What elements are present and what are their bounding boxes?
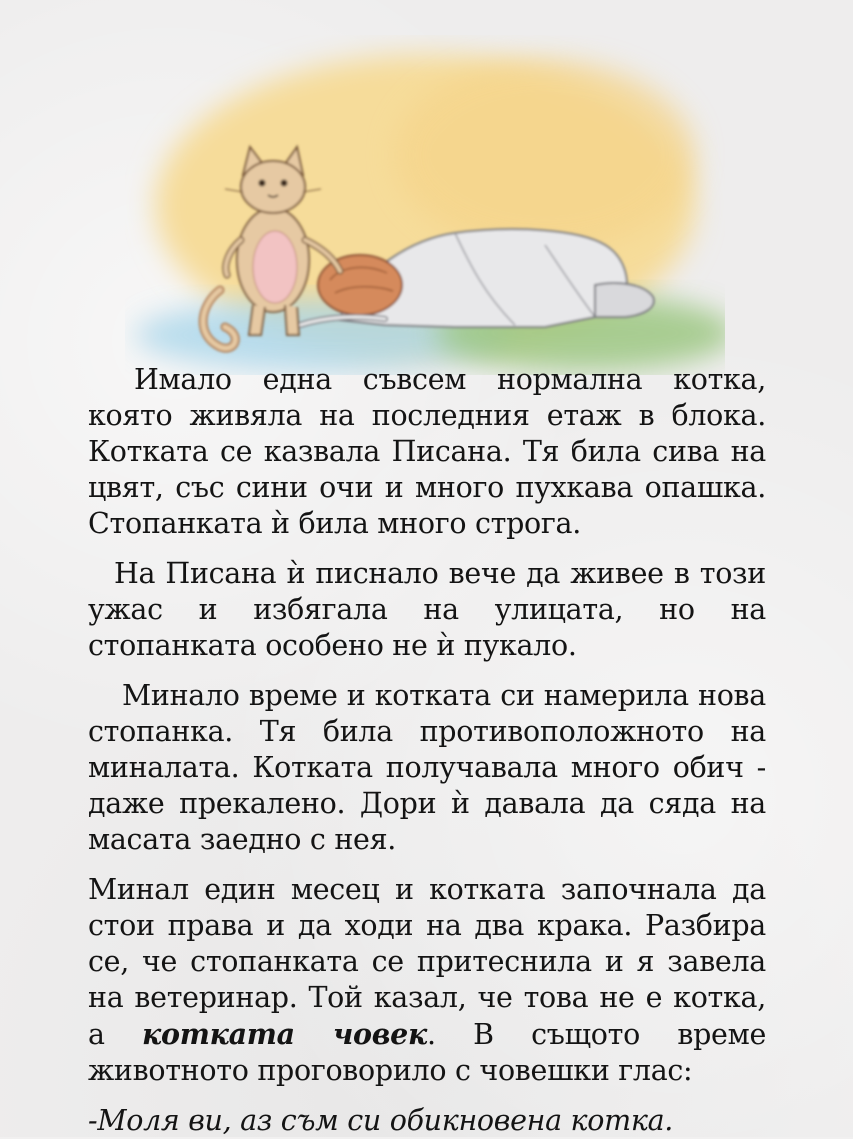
paragraph-4 bbox=[88, 872, 766, 1089]
paragraph-4-text-start: Минал един месец и котката започнала да стои права и да ходи на два крака. Разбира се, че стопанката се притеснила и я завела на ветеринар. Той казал, че това не е котка, а bbox=[88, 873, 766, 1051]
person-head bbox=[318, 255, 402, 315]
emphasis-cat-person: котката човек bbox=[142, 1017, 428, 1051]
paragraph-3: Минало време и котката си намерила нова стопанка. Тя била противоположното на миналата. Котката получавала много обич - даже прекалено. Дори ѝ давала да сяда на масата заедно с нея. bbox=[88, 679, 766, 856]
cat-belly bbox=[253, 231, 297, 303]
story-text bbox=[88, 362, 766, 1139]
paragraph-2: На Писана ѝ писнало вече да живее в този ужас и избягала на улицата, но на стопанката особено не ѝ пукало. bbox=[88, 557, 766, 662]
paragraph-4-text-end: . В същото време животното проговорило с човешки глас: bbox=[88, 1018, 767, 1087]
paragraph-1: Имало една съвсем нормална котка, която живяла на последния етаж в блока. Котката се казвала Писана. Тя била сива на цвят, със сини очи и много пухкава опашка. Стопанката ѝ била много строга. bbox=[88, 363, 766, 540]
dialogue-line: -Моля ви, аз съм си обикновена котка. bbox=[88, 1104, 674, 1137]
cat-and-person-illustration bbox=[125, 35, 725, 375]
